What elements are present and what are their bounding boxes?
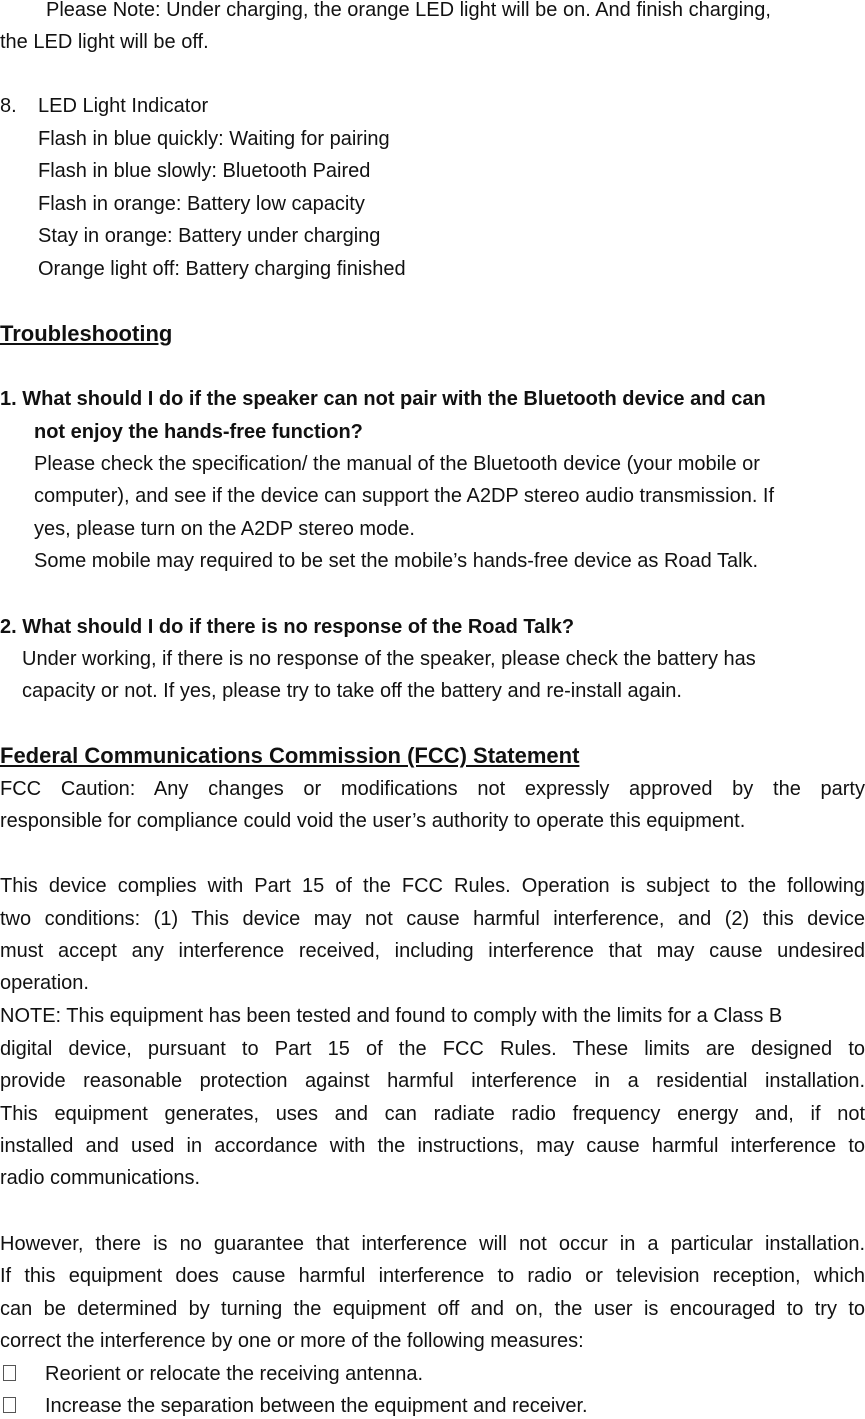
- troubleshooting-heading: Troubleshooting: [0, 321, 173, 346]
- part15-line: This device complies with Part 15 of the FCC Rules. Operation is subject to the following: [0, 875, 865, 897]
- note-line-1: Please Note: Under charging, the orange LED light will be on. And finish charging,: [46, 0, 771, 21]
- notice-line: This equipment generates, uses and can radiate radio frequency energy and, if not: [0, 1103, 865, 1125]
- led-section-number: 8.: [0, 95, 17, 117]
- answer-2-line: Under working, if there is no response of the speaker, please check the battery has: [22, 648, 756, 670]
- however-line: can be determined by turning the equipment off and on, the user is encouraged to try to: [0, 1298, 865, 1320]
- question-1-line-1: 1. What should I do if the speaker can not pair with the Bluetooth device and can: [0, 388, 766, 410]
- notice-line: provide reasonable protection against harmful interference in a residential installation.: [0, 1070, 865, 1092]
- however-line: If this equipment does cause harmful interference to radio or television reception, which: [0, 1265, 865, 1287]
- answer-1-line: Some mobile may required to be set the mobile’s hands-free device as Road Talk.: [34, 550, 759, 572]
- bullet-box-icon: [3, 1393, 16, 1419]
- part15-line: must accept any interference received, including interference that may cause undesired: [0, 940, 865, 962]
- bullet-box-icon: [3, 1361, 16, 1387]
- fcc-caution-line: FCC Caution: Any changes or modifications not expressly approved by the party: [0, 778, 865, 800]
- notice-line: installed and used in accordance with the instructions, may cause harmful interference to: [0, 1135, 865, 1157]
- however-line: correct the interference by one or more of the following measures:: [0, 1330, 584, 1352]
- answer-1-line: Please check the specification/ the manual of the Bluetooth device (your mobile or: [34, 453, 760, 475]
- answer-1-line: yes, please turn on the A2DP stereo mode.: [34, 518, 415, 540]
- answer-1-line: computer), and see if the device can support the A2DP stereo audio transmission. If: [34, 485, 775, 507]
- led-item: Stay in orange: Battery under charging: [38, 225, 381, 247]
- led-item: Flash in orange: Battery low capacity: [38, 193, 365, 215]
- measure-item: Increase the separation between the equipment and receiver.: [45, 1395, 588, 1417]
- question-1-line-2: not enjoy the hands-free function?: [34, 421, 363, 443]
- answer-2-line: capacity or not. If yes, please try to take off the battery and re-install again.: [22, 680, 682, 702]
- part15-line: two conditions: (1) This device may not cause harmful interference, and (2) this device: [0, 908, 865, 930]
- question-2-line: 2. What should I do if there is no response of the Road Talk?: [0, 616, 575, 638]
- notice-line: radio communications.: [0, 1167, 201, 1189]
- led-item: Flash in blue slowly: Bluetooth Paired: [38, 160, 371, 182]
- led-item: Orange light off: Battery charging finished: [38, 258, 406, 280]
- led-item: Flash in blue quickly: Waiting for pairing: [38, 128, 390, 150]
- notice-line: digital device, pursuant to Part 15 of the FCC Rules. These limits are designed to: [0, 1038, 865, 1060]
- notice-line: NOTE: This equipment has been tested and found to comply with the limits for a Class B: [0, 1005, 783, 1027]
- fcc-heading: Federal Communications Commission (FCC) Statement: [0, 743, 580, 768]
- measure-item: Reorient or relocate the receiving antenna.: [45, 1363, 424, 1385]
- led-section-title: LED Light Indicator: [38, 95, 209, 117]
- note-line-2: the LED light will be off.: [0, 31, 209, 53]
- part15-line: operation.: [0, 972, 89, 994]
- fcc-caution-line: responsible for compliance could void the user’s authority to operate this equipment.: [0, 810, 746, 832]
- however-line: However, there is no guarantee that interference will not occur in a particular installation.: [0, 1233, 865, 1255]
